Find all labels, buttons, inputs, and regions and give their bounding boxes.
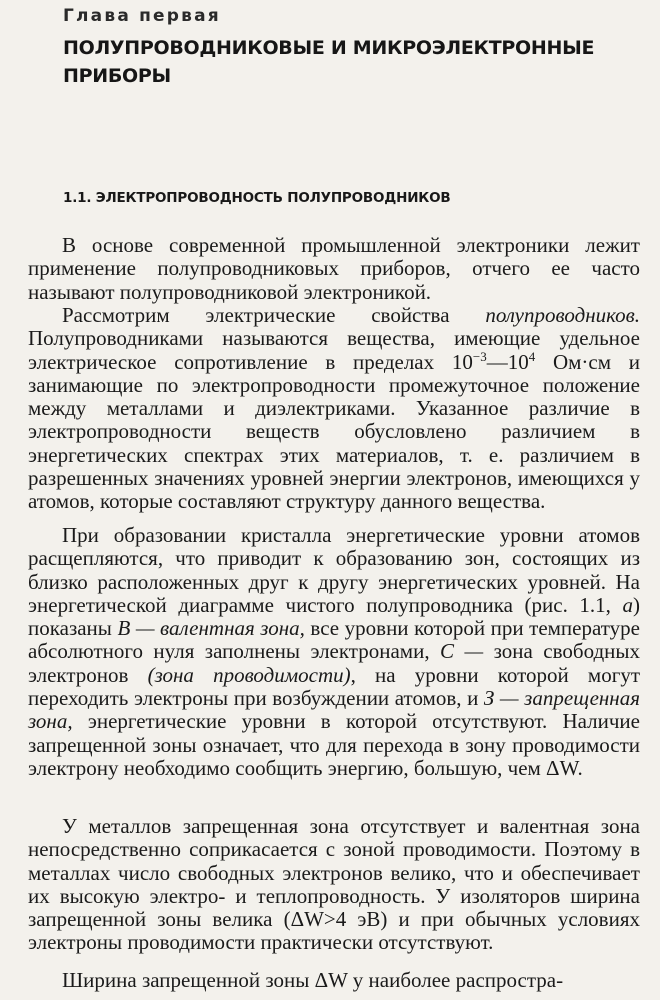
emphasis-conduction-band: (зона проводимости) bbox=[147, 662, 351, 687]
paragraph-2-text: Полупроводниками называются вещества, имеющие удельное электрическое сопротивление в пределах 10 bbox=[28, 326, 640, 374]
paragraph-1: В основе современной промышленной электроники лежит применение полупроводниковых приборов, отчего ее часто называют полупроводниковой электроникой. bbox=[28, 233, 640, 304]
paragraph-2-text: Ом·см и занимающие по электропроводности промежуточное положение между металлами и диэлектриками. Указанное различие в электропроводности веществ обусловлено различием в энергетических спектрах этих материалов, т. е. различием в разрешенных значениях уровней энергии электронов, имеющихся у атомов, которые составляют структуру данного вещества. bbox=[28, 349, 640, 514]
paragraph-3-text: ) показаны bbox=[28, 592, 640, 641]
chapter-title: ПОЛУПРОВОДНИКОВЫЕ И МИКРОЭЛЕКТРОННЫЕ ПРИБОРЫ bbox=[63, 37, 595, 87]
emphasis-forbidden-band: З — запрещенная зона, bbox=[28, 686, 640, 734]
emphasis-valence-band: В — валентная зона, bbox=[117, 616, 305, 641]
paragraph-3-text: При образовании кристалла энергетические уровни атомов расщепляются, что приводит к образованию зон, состоящих из близко расположенных друг к другу энергетических уровней. На энергетической диаграмме чистого полупроводника (рис. 1.1, bbox=[28, 523, 640, 617]
paragraph-2-text: Рассмотрим электрические свойства bbox=[62, 303, 486, 327]
figure-ref-letter: а bbox=[622, 592, 633, 617]
paragraph-3-text: энергетические уровни в которой отсутствуют. Наличие запрещенной зоны означает, что для перехода в зону проводимости электрону необходимо сообщить энергию, большую, чем ΔW. bbox=[28, 709, 640, 780]
paragraph-3-text: зона свободных электронов bbox=[28, 639, 641, 687]
emphasis-c-label: С — bbox=[440, 639, 494, 664]
paragraph-3-text: все уровни которой при температуре абсолютного нуля заполнены электронами, bbox=[28, 616, 640, 664]
emphasis-semiconductors: полупроводников. bbox=[485, 303, 640, 327]
section-heading: 1.1. ЭЛЕКТРОПРОВОДНОСТЬ ПОЛУПРОВОДНИКОВ bbox=[63, 190, 451, 206]
paragraph-2-text: —10 bbox=[486, 349, 529, 374]
paragraph-2 bbox=[28, 304, 640, 514]
exponent: 4 bbox=[528, 348, 536, 364]
paragraph-4: У металлов запрещенная зона отсутствует и валентная зона непосредственно соприкасается с зоной проводимости. Поэтому в металлах число свободных электронов велико, что и обеспечивает их высокую электро- и теплопроводность. У изоляторов ширина запрещенной зоны велика (ΔW>4 эВ) и при обычных условиях электроны проводимости практически отсутствуют. bbox=[28, 814, 640, 955]
paragraph-3 bbox=[28, 524, 640, 780]
paragraph-3-text: , на уровни которой могут переходить электроны при возбуждении атомов, и bbox=[28, 662, 640, 711]
exponent: −3 bbox=[472, 348, 487, 364]
chapter-label: Глава первая bbox=[63, 6, 221, 26]
paragraph-5: Ширина запрещенной зоны ΔW у наиболее распростра- bbox=[62, 968, 564, 992]
